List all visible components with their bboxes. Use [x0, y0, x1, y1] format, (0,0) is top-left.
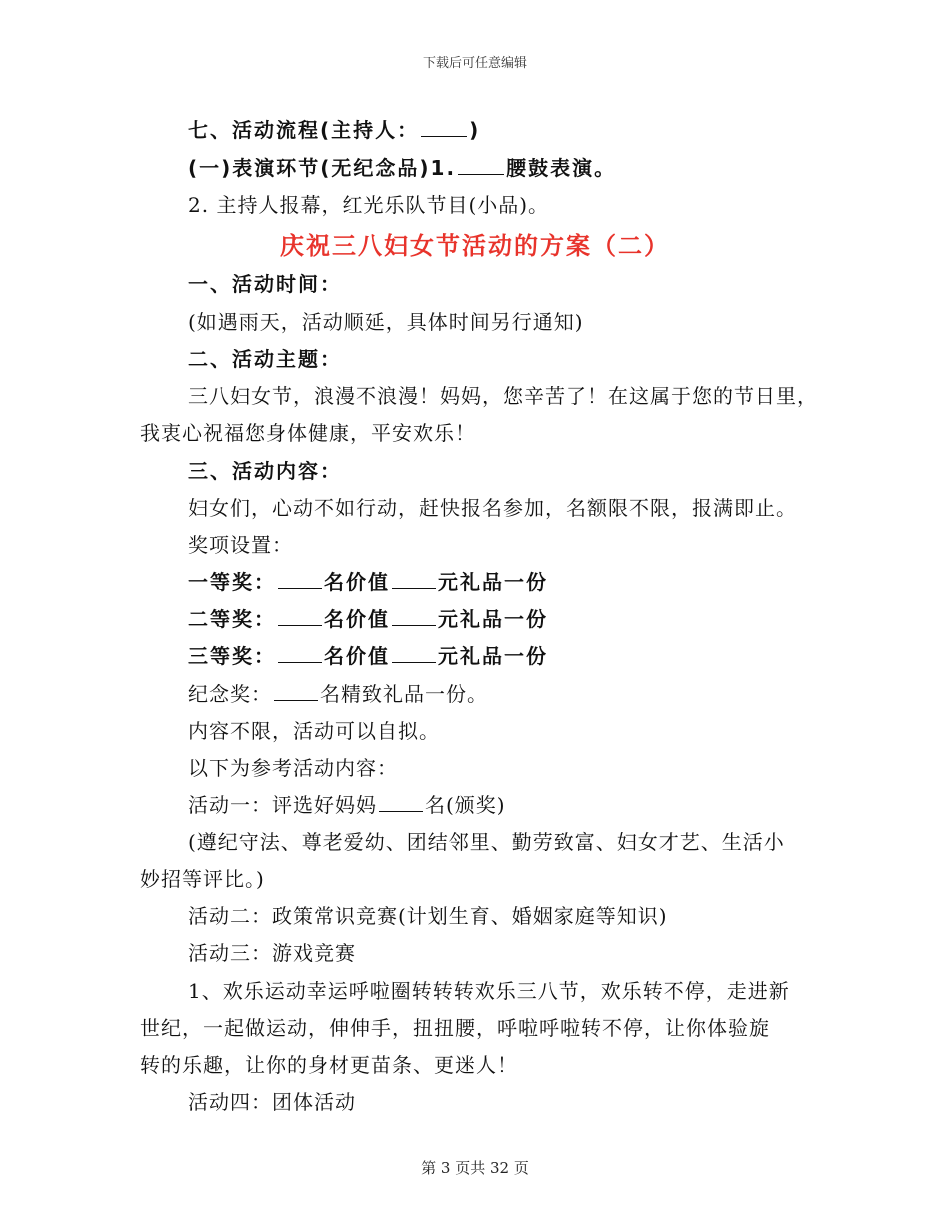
award-second: 二等奖： 名价值 元礼品一份	[188, 607, 548, 631]
activity-three: 活动三：游戏竞赛	[188, 941, 356, 965]
award-title: 奖项设置：	[188, 533, 293, 557]
activity-two: 活动二：政策常识竞赛(计划生育、婚姻家庭等知识)	[188, 904, 668, 928]
game-text-1: 1、欢乐运动幸运呼啦圈转转转欢乐三八节，欢乐转不停，走进新	[188, 979, 790, 1003]
game-text-3: 转的乐趣，让你的身材更苗条、更迷人！	[140, 1053, 518, 1077]
flow-heading: 七、活动流程(主持人： )	[188, 118, 481, 142]
game-text-2: 世纪，一起做运动，伸伸手，扭扭腰，呼啦呼啦转不停，让你体验旋	[140, 1016, 770, 1040]
activity-one: 活动一：评选好妈妈 名(颁奖)	[188, 793, 506, 817]
content-text: 妇女们，心动不如行动，赶快报名参加，名额限不限，报满即止。	[188, 496, 797, 520]
performance-line: (一)表演环节(无纪念品)1. 腰鼓表演。	[188, 156, 617, 180]
theme-heading: 二、活动主题：	[188, 347, 342, 371]
content-heading: 三、活动内容：	[188, 459, 342, 483]
award-first: 一等奖： 名价值 元礼品一份	[188, 570, 548, 594]
content-free: 内容不限，活动可以自拟。	[188, 719, 440, 743]
page-footer: 第 3 页共 32 页	[421, 1159, 529, 1177]
host-blank	[421, 135, 467, 137]
theme-text-2: 我衷心祝福您身体健康，平安欢乐！	[140, 421, 476, 445]
activity-one-desc-2: 妙招等评比。)	[140, 867, 265, 891]
page-header: 下载后可任意编辑	[422, 56, 527, 71]
performance-blank	[458, 173, 504, 175]
time-text: (如遇雨天，活动顺延，具体时间另行通知)	[188, 310, 584, 334]
activity-four: 活动四：团体活动	[188, 1090, 356, 1114]
award-memorial: 纪念奖： 名精致礼品一份。	[188, 682, 488, 706]
award-third: 三等奖： 名价值 元礼品一份	[188, 644, 548, 668]
time-heading: 一、活动时间：	[188, 272, 342, 296]
activity-one-desc-1: (遵纪守法、尊老爱幼、团结邻里、勤劳致富、妇女才艺、生活小	[188, 830, 785, 854]
theme-text-1: 三八妇女节，浪漫不浪漫！妈妈，您辛苦了！在这属于您的节日里，	[188, 384, 818, 408]
host-line: 2. 主持人报幕，红光乐队节目(小品)。	[188, 193, 550, 217]
reference-intro: 以下为参考活动内容：	[188, 756, 398, 780]
section-title: 庆祝三八妇女节活动的方案（二）	[280, 232, 670, 260]
